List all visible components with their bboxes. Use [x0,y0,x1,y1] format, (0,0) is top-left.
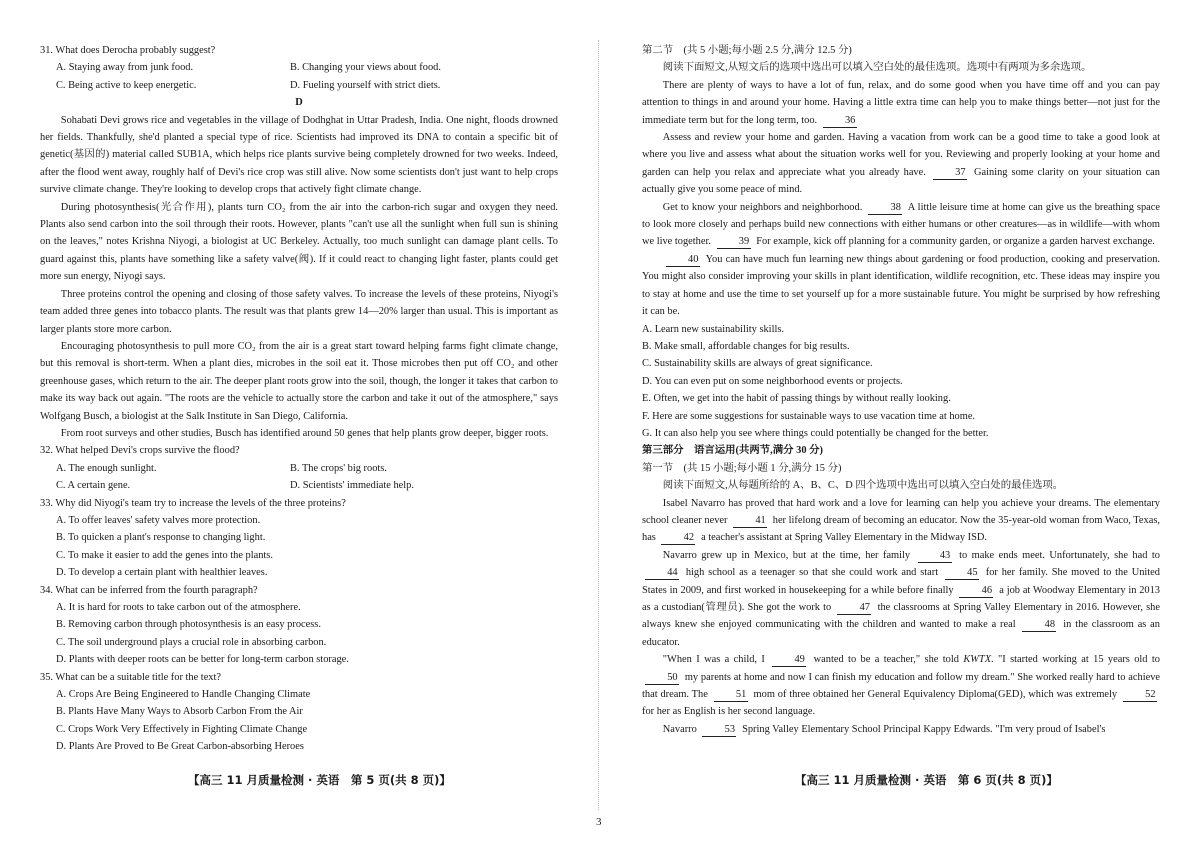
cloze-p3-text-f: for her as English is her second language. [642,706,816,718]
cloze7-option-g[interactable]: G. It can also help you see where things could potentially be changed for the better. [642,427,989,439]
q32-options-row1 [40,460,558,477]
cloze7-p2-text-a: Assess and review your home and garden. Having a vacation from work can be a good time to take a good look at where you live and assess what about the situation works well for you. Reviewing and properly looking at your home and garden can help you relax and appreciate what you already have. [642,132,1160,178]
blank-38[interactable]: 38 [868,202,902,215]
cloze7-p3-text-a: Get to know your neighbors and neighborhood. [662,201,863,213]
cloze-p2-text-a: Navarro grew up in Mexico, but at the time, her family [662,549,911,561]
cloze7-option-b[interactable]: B. Make small, affordable changes for big results. [642,340,850,352]
blank-45[interactable]: 45 [945,567,979,580]
cloze-p2-text-f: the classrooms at Spring Valley Elementary in 2016. However, she always knew she enjoyed communicating with the children and wanted to make a real [642,602,1160,631]
cloze-p4-text-a: Navarro [662,723,697,735]
cloze-paragraph-3 [642,651,1160,721]
right-column [642,42,1160,738]
cloze7-paragraph-1 [642,77,1160,129]
q32-options-row2 [40,477,558,494]
blank-46[interactable]: 46 [959,585,993,598]
passage-d-paragraph-2: During photosynthesis(光合作用), plants turn CO₂ from the air into the carbon-rich sugar and oxygen they need. Plants also send carbon into the soil through their roots. However, plants "can't use all the sunlight when full sun is shining on the leaves," notes Krishna Niyogi, a biologist at UC Berkeley. Actually, too much sunlight can damage plant cells. To guard against this, plants have something like a safety valve(阀). If it could react to changing light faster, plants could get more sun energy, Niyogi says. [40,201,558,283]
cloze-p1-text-b: her lifelong dream of becoming an educator. Now the 35-year-old woman from Waco, Texas, has [642,514,1160,544]
q34-stem: 34. What can be inferred from the fourth paragraph? [40,584,258,596]
q34-option-d[interactable]: D. Plants with deeper roots can be better for long-term carbon storage. [56,654,349,666]
q35-option-d[interactable]: D. Plants Are Proved to Be Great Carbon-absorbing Heroes [56,741,304,753]
blank-49[interactable]: 49 [772,654,806,667]
blank-48[interactable]: 48 [1022,619,1056,632]
cloze-paragraph-1 [642,495,1160,547]
passage-d-paragraph-3: Three proteins control the opening and closing of those safety valves. To increase the levels of these proteins, Niyogi's team added three genes into tobacco plants. The result was that plants grew 14—20% larger than usual. This is important as larger plants store more carbon. [40,288,558,335]
q35-stem: 35. What can be a suitable title for the text? [40,671,221,683]
cloze-p2-text-d: for her family. She moved to the United States in 2009, and first worked in housekeeping for a while before finally [642,567,1160,596]
q33-option-c[interactable]: C. To make it easier to add the genes into the plants. [56,549,273,561]
cloze-p3-text-c: . "I started working at 15 years old to [991,654,1160,666]
q32-stem: 32. What helped Devi's crops survive the flood? [40,445,240,457]
q35-option-b[interactable]: B. Plants Have Many Ways to Absorb Carbon From the Air [56,706,303,718]
cloze7-paragraph-3 [642,199,1160,251]
q33-option-a[interactable]: A. To offer leaves' safety valves more protection. [56,514,261,526]
section2-title: 第二节 (共 5 小题;每小题 2.5 分,满分 12.5 分) [642,45,852,56]
q33-option-b[interactable]: B. To quicken a plant's response to changing light. [56,532,266,544]
q32-option-a[interactable]: A. The enough sunlight. [56,462,157,474]
passage-d-paragraph-5: From root surveys and other studies, Busch has identified around 50 genes that help plants grow deeper, bigger roots. [60,427,549,439]
left-column [40,42,558,756]
section1-instructions: 阅读下面短文,从每题所给的 A、B、C、D 四个选项中选出可以填入空白处的最佳选项。 [662,480,1064,492]
blank-42[interactable]: 42 [661,532,695,545]
cloze-p3-text-e: mom of three obtained her General Equivalency Diploma(GED), which was extremely [753,689,1118,701]
sheet-page-number: 3 [596,816,602,828]
q35-option-a[interactable]: A. Crops Are Being Engineered to Handle Changing Climate [56,689,311,701]
cloze-p2-text-g: in the classroom as an educator. [642,619,1160,648]
blank-47[interactable]: 47 [837,602,871,615]
q34-option-b[interactable]: B. Removing carbon through photosynthesis is an easy process. [56,619,321,631]
blank-51[interactable]: 51 [714,689,748,702]
q32-option-b[interactable]: B. The crops' big roots. [290,462,387,474]
blank-50[interactable]: 50 [645,672,679,685]
q34-option-a[interactable]: A. It is hard for roots to take carbon out of the atmosphere. [56,602,301,613]
cloze7-p3-text-c: For example, kick off planning for a community garden, or organize a garden harvest exchange. [756,236,1155,248]
column-divider [598,40,599,810]
blank-53[interactable]: 53 [702,724,736,737]
passage-d-paragraph-1: Sohabati Devi grows rice and vegetables in the village of Dodhghat in Uttar Pradesh, India. One night, floods drowned her fields. Thankfully, she'd planted a special type of rice. Scientists had improved its DNA to contain a specific bit of genetic(基因的) material called SUB1A, which helps rice plants survive being completely drowned for two weeks. Indeed, after the flood went away, roughly half of Devi's rice crop was still alive. Now some scientists don't just want to help crops survive climate change. They're looking to develop crops that actively fight climate change. [40,114,558,196]
cloze7-option-e[interactable]: E. Often, we get into the habit of passing things by without really looking. [642,393,951,405]
q35-option-c[interactable]: C. Crops Work Very Effectively in Fighting Climate Change [56,723,308,735]
q31-option-d[interactable]: D. Fueling yourself with strict diets. [290,79,441,91]
cloze-paragraph-2 [642,547,1160,651]
q33-stem: 33. Why did Niyogi's team try to increase the levels of the three proteins? [40,497,346,509]
cloze7-p2-text-b: Gaining some clarity on your situation can actually give you some peace of mind. [642,166,1160,196]
cloze7-paragraph-4 [642,251,1160,321]
right-page-footer: 【高三 11 月质量检测 · 英语 第 6 页(共 8 页)】 [795,773,1058,787]
q32-option-d[interactable]: D. Scientists' immediate help. [290,480,414,492]
left-page-footer: 【高三 11 月质量检测 · 英语 第 5 页(共 8 页)】 [188,773,451,787]
q32-option-c[interactable]: C. A certain gene. [56,480,131,492]
cloze-paragraph-4 [642,721,1160,738]
blank-36[interactable]: 36 [823,115,857,128]
cloze-p3-text-a: "When I was a child, I [662,654,765,666]
part3-title: 第三部分 语言运用(共两节,满分 30 分) [642,445,823,457]
cloze7-option-d[interactable]: D. You can even put on some neighborhood events or projects. [642,375,903,387]
cloze7-option-c[interactable]: C. Sustainability skills are always of great significance. [642,358,873,370]
q31-options-row1 [40,59,558,76]
cloze7-p4-text: You can have much fun learning new things about gardening or food production, cooking and preservation. You might also consider improving your skills in plant identification, wildlife recognition, etc. These ideas may inspire you to stay at home and use the time to set yourself up for a more sustainable future. You might be surprised by how refreshing it can be. [642,253,1160,318]
cloze-p3-text-d: my parents at home and now I can finish my education and follow my dream." She worked really hard to achieve that dream. The [642,671,1160,701]
blank-43[interactable]: 43 [918,550,952,563]
blank-39[interactable]: 39 [717,236,751,249]
q31-option-c[interactable]: C. Being active to keep energetic. [56,79,197,91]
q31-stem: 31. What does Derocha probably suggest? [40,45,216,56]
cloze7-p3-text-b: A little leisure time at home can give us the breathing space to look more closely and perhaps build new connections with either humans or other creatures—as in wildlife—with whom we live together. [642,201,1160,248]
cloze-p2-text-b: to make ends meet. Unfortunately, she had to [959,549,1160,561]
section1-title: 第一节 (共 15 小题;每小题 1 分,满分 15 分) [642,462,842,474]
blank-44[interactable]: 44 [645,567,679,580]
q31-option-b[interactable]: B. Changing your views about food. [290,62,441,74]
passage-d-paragraph-4: Encouraging photosynthesis to pull more CO₂ from the air is a great start toward helping farms fight climate change, but this removal is short-term. When a plant dies, microbes in the soil eat it. Those microbes then put off CO₂ and other greenhouse gases, which return to the air. The deeper plant roots grow into the soil, though, the longer it takes that carbon to make its way back out again. "The roots are the vehicle to actually store the carbon and take it out of the atmosphere," says Wolfgang Busch, a biologist at the Salk Institute in San Diego, California. [40,340,558,422]
cloze-p1-text-a: Isabel Navarro has proved that hard work and a love for learning can help you achieve your dreams. The elementary school cleaner never [642,497,1160,526]
cloze-p1-text-c: a teacher's assistant at Spring Valley Elementary in the Midway ISD. [701,532,987,544]
section2-instructions: 阅读下面短文,从短文后的选项中选出可以填入空白处的最佳选项。选项中有两项为多余选项。 [662,62,1092,74]
section-d-heading: D [295,97,303,109]
cloze7-paragraph-2 [642,129,1160,199]
blank-41[interactable]: 41 [733,515,767,528]
cloze-p2-text-e: a job at Woodway Elementary in 2013 as a custodian(管理员). She got the work to [642,584,1161,613]
blank-52[interactable]: 52 [1123,689,1157,702]
q31-option-a[interactable]: A. Staying away from junk food. [56,62,194,74]
q31-options-row2 [40,77,558,94]
blank-40[interactable]: 40 [666,254,700,267]
q34-option-c[interactable]: C. The soil underground plays a crucial role in absorbing carbon. [56,636,327,648]
cloze-p4-text-b: Spring Valley Elementary School Principal Kappy Edwards. "I'm very proud of Isabel's [742,723,1106,735]
cloze-p3-kwtx: KWTX [963,654,992,666]
cloze-p3-text-b: wanted to be a teacher," she told [813,654,959,666]
q33-option-d[interactable]: D. To develop a certain plant with healthier leaves. [56,567,268,579]
cloze7-option-a[interactable]: A. Learn new sustainability skills. [642,323,784,335]
blank-37[interactable]: 37 [933,167,967,180]
cloze7-p1-text: There are plenty of ways to have a lot of fun, relax, and do some good when you have time off and you can pay attention to things in and around your home. Having a little extra time can help you to make things better—not just for the immediate term but for the long term, too. [642,79,1160,126]
cloze7-option-f[interactable]: F. Here are some suggestions for sustainable ways to use vacation time at home. [642,410,976,422]
cloze-p2-text-c: high school as a teenager so that she could work and start [685,567,939,579]
